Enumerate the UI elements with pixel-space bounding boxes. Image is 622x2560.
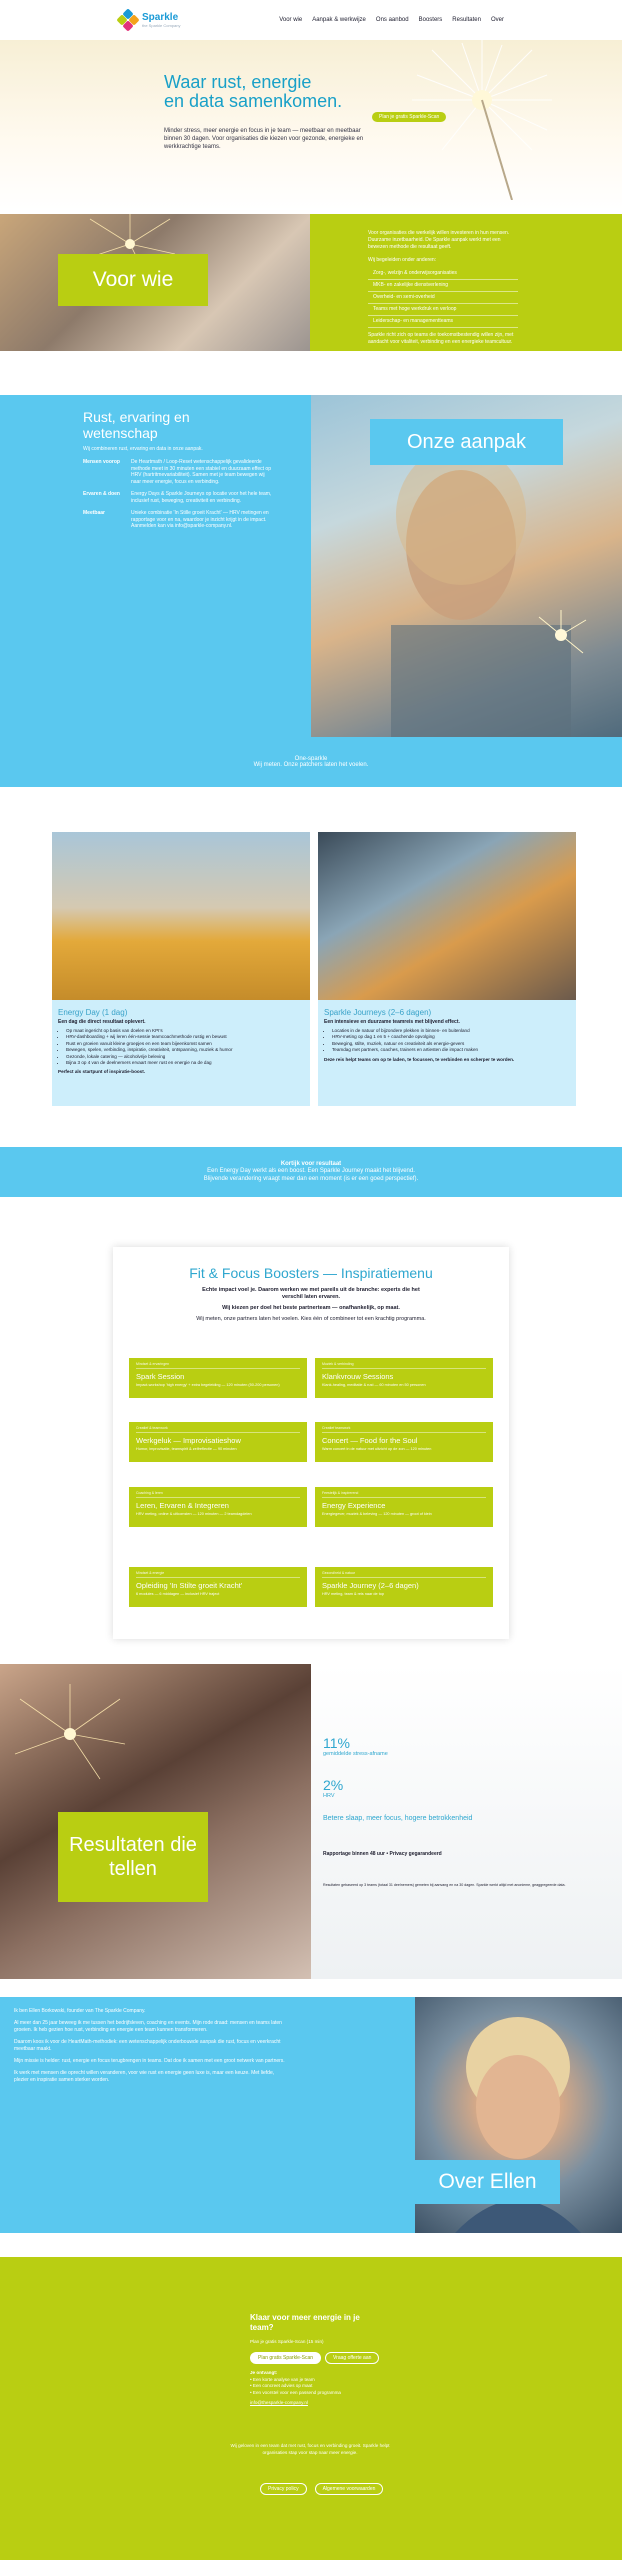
- nav-item-over[interactable]: Over: [490, 17, 504, 23]
- kracht-band: [0, 1147, 622, 1197]
- aanpak-row: Mensen voorop De Heartmath / Loop-Reset wetenschappelijk gevalideerde methode meet in 30 minuten een stabiel en duurzaam effect op HRV (hartritmevariabiliteit). Samen met je team bewegen wij naar meer energie, focus en verbinding.: [83, 459, 271, 485]
- list-item: • HRV-dashboarding + wij leren één-sessie teamcoachmethode rustig en bewust: [66, 1034, 304, 1040]
- list-item: • HRV-meting op dag 1 en 5 + coachende opvolging: [332, 1034, 570, 1040]
- list-item: • Een korte analyse van je team: [250, 2376, 315, 2382]
- menu-item-werkgeluk[interactable]: Creatief & teamwork Werkgeluk — Improvisatieshow Humor, improvisatie, teamspirit & zelfreflectie — 90 minuten: [129, 1422, 307, 1462]
- email-link[interactable]: info@thesparkle-company.nl: [250, 2400, 308, 2405]
- card-title: Energy Day (1 dag): [58, 1008, 128, 1017]
- band-title: Kortijk voor resultaat: [280, 1160, 342, 1167]
- aanpak-rows: [83, 459, 273, 536]
- over-ellen-section: [0, 1997, 622, 2233]
- quote-line: Wij meten. Onze patchers laten het voelen.: [253, 762, 369, 768]
- disclaimer-text: Resultaten gebaseerd op 3 teams (totaal 31 deelnemers) gemeten bij aanvang en na 30 dagen. Sparkle werkt altijd met anonieme, geaggregeerde data.: [323, 1883, 566, 1887]
- aanpak-row: Ervaren & doen Energy Days & Sparkle Journeys op locatie voor het hele team, inclusief rust, beweging, creativiteit en verbinding.: [83, 491, 272, 504]
- nav-item-aanpak[interactable]: Aanpak & werkwijze: [312, 17, 366, 23]
- menu-item-leren[interactable]: Coaching & leren Leren, Ervaren & Integreren HRV meting, online & uitkomsten — 120 minuten — 2 teamdagdelen: [129, 1487, 307, 1527]
- menu-item-opleiding[interactable]: Mindset & energie Opleiding 'In Stilte groeit Kracht' 6 modules — 6 middagen — inclusief HRV traject: [129, 1567, 307, 1607]
- sparkle-logo-icon: [118, 10, 138, 30]
- aanpak-subtitle: Wij combineren rust, ervaring en data in onze aanpak.: [83, 446, 203, 452]
- hero-section: [0, 40, 622, 210]
- voor-wie-list: [368, 268, 518, 328]
- plan-scan-button[interactable]: Plan gratis Sparkle-Scan: [250, 2352, 321, 2365]
- stat-block: [323, 1777, 343, 1799]
- footer-text: Je ontvangt:: [250, 2370, 278, 2375]
- card-subtitle: Een intensieve en duurzame teamreis met blijvend effect.: [324, 1019, 460, 1025]
- menu-item-sparkle-journey[interactable]: Gezondheid & natuur Sparkle Journey (2–6 dagen) HRV meting, team & reis naar de top: [315, 1567, 493, 1607]
- nav-item-resultaten[interactable]: Resultaten: [452, 17, 481, 23]
- footer-title: Klaar voor meer energie in je team?: [250, 2313, 360, 2332]
- aanpak-title: Rust, ervaring en wetenschap: [83, 409, 190, 441]
- card-footer: Perfect als startpunt of inspiratie-boost.: [58, 1069, 146, 1075]
- list-item: Overheid- en semi-overheid: [368, 292, 518, 304]
- main-nav: [279, 17, 504, 23]
- aanpak-panel: [0, 395, 311, 739]
- quote-line: One-sparkle: [294, 756, 328, 762]
- list-item: • Beweging, stilte, muziek, natuur en creativiteit als energie-gevers: [332, 1041, 570, 1047]
- footer-links: [260, 2483, 383, 2495]
- stat-label: gemiddelde stress-afname: [323, 1751, 388, 1757]
- hero-cta-button[interactable]: Plan je gratis Sparkle-Scan: [372, 112, 446, 122]
- report-text: Rapportage binnen 48 uur • Privacy gegarandeerd: [323, 1851, 442, 1857]
- list-item: • Bijna 3 op 4 van de deelnemers ervaart meer rust en energie na de dag: [66, 1060, 304, 1066]
- footer-tagline: Wij geloven in een team dat met rust, focus en verbinding groeit. Sparkle helpt organisaties stap voor stap naar meer energie.: [230, 2443, 390, 2455]
- band-text: Blijvende verandering vraagt meer dan een moment (is er een goed perspectief).: [203, 1175, 419, 1182]
- list-item: • Gezonde, lokale catering — alcoholvrije beleving: [66, 1054, 304, 1060]
- list-item: Zorg-, welzijn & onderwijsorganisaties: [368, 268, 518, 280]
- voorwaarden-link[interactable]: Algemene voorwaarden: [315, 2483, 384, 2495]
- voor-wie-text: Voor organisaties die werkelijk willen investeren in hun mensen. Duurzame inzetbaarheid. De Sparkle aanpak werkt met een bewezen methode die resultaat geeft. Wij begeleiden onder anderen: Zorg-, welzijn & onderwijsorganisaties MKB- en zakelijke dienstverlening Overheid- en semi-overheid Teams met hoge werkdruk en verloop Leiderschap- en managementteams Sparkle richt zich op teams die toekomstbestendig willen zijn, met aandacht voor vitaliteit, verbinding en een energieke teamcultuur.: [368, 230, 518, 346]
- resultaten-section: [0, 1664, 622, 1979]
- footer-cta: [0, 2257, 622, 2560]
- offerte-button[interactable]: Vraag offerte aan: [325, 2352, 379, 2365]
- nav-item-voor-wie[interactable]: Voor wie: [279, 17, 303, 23]
- privacy-link[interactable]: Privacy policy: [260, 2483, 307, 2495]
- energy-day-card[interactable]: [52, 832, 310, 1106]
- energy-day-photo: [52, 832, 310, 1000]
- voor-wie-section: [0, 214, 622, 351]
- list-item: • Locaties in de natuur of bijzondere plekken in binnen- en buitenland: [332, 1028, 570, 1034]
- band-text: Een Energy Day werkt als een boost. Een Sparkle Journey maakt het blijvend.: [207, 1168, 415, 1175]
- menu-item-spark-session[interactable]: Mindset & ervaringen Spark Session Impact-workshop 'high energy' + extra begeleiding — 120 minuten (50-200 personen): [129, 1358, 307, 1398]
- list-item: Leiderschap- en managementteams: [368, 316, 518, 328]
- stat-value: 2%: [323, 1777, 344, 1793]
- stat-block: [323, 1735, 388, 1757]
- list-item: • Op maat ingericht op basis van doelen en KPI's: [66, 1028, 304, 1034]
- boosters-menu: [113, 1247, 509, 1639]
- over-ellen-label: Over Ellen: [415, 2160, 560, 2204]
- list-item: • Een voorstel voor een passend programma: [250, 2389, 341, 2395]
- aanpak-section: [0, 395, 622, 739]
- sparkle-journeys-card[interactable]: [318, 832, 576, 1106]
- list-item: Teams met hoge werkdruk en verloop: [368, 304, 518, 316]
- site-header: [0, 0, 622, 40]
- hero-title: Waar rust, energie en data samenkomen.: [164, 72, 343, 111]
- stat-value: 11%: [323, 1735, 350, 1751]
- hero-text: Minder stress, meer energie en focus in je team — meetbaar en meetbaar binnen 30 dagen. Voor organisaties die kiezen voor gezonde, energieke en werkkrachtige teams.: [164, 128, 364, 150]
- card-title: Sparkle Journeys (2–6 dagen): [324, 1008, 432, 1017]
- menu-intro: Wij meten, onze partners laten het voelen. Kies één of combineer tot een krachtig programma.: [196, 1316, 426, 1322]
- footer-text: Plan je gratis Sparkle-Scan (15 min): [250, 2339, 324, 2344]
- card-list: [318, 1028, 576, 1054]
- menu-title: Fit & Focus Boosters — Inspiratiemenu: [189, 1265, 433, 1281]
- onze-aanpak-label: Onze aanpak: [370, 419, 563, 465]
- sparkle-journeys-photo: [318, 832, 576, 1000]
- menu-intro: Echte impact voel je. Daarom werken we met pareils uit de branche: experts die het verschil laten ervaren.: [202, 1287, 420, 1300]
- nav-item-aanbod[interactable]: Ons aanbod: [375, 17, 409, 23]
- menu-item-klankvrouw[interactable]: Muziek & verbinding Klankvrouw Sessions Klank-healing, meditatie & rust — 60 minuten en 50 personen: [315, 1358, 493, 1398]
- logo-tagline: the Sparkle Company: [142, 22, 181, 28]
- voor-wie-label: Voor wie: [58, 254, 208, 306]
- stat-label: HRV: [323, 1793, 335, 1799]
- menu-item-energy-experience[interactable]: Feestelijk & inspirerend Energy Experience Energiegever, muziek & beleving — 120 minuten — groot of klein: [315, 1487, 493, 1527]
- list-item: • Een concreet advies op maat: [250, 2383, 313, 2388]
- logo[interactable]: [118, 10, 180, 30]
- footer-contact: [250, 2313, 380, 2407]
- resultaten-label: Resultaten die tellen: [58, 1812, 208, 1902]
- list-item: MKB- en zakelijke dienstverlening: [368, 280, 518, 292]
- logo-name: Sparkle: [142, 11, 179, 23]
- menu-item-concert[interactable]: Creatief teamwork Concert — Food for the Soul Warm concert in de natuur met uitzicht op de zon — 120 minuten: [315, 1422, 493, 1462]
- quote-band: [0, 737, 622, 787]
- card-subtitle: Een dag die direct resultaat oplevert.: [58, 1019, 146, 1025]
- menu-intro: Wij kiezen per doel het beste partnerteam — onafhankelijk, op maat.: [222, 1305, 400, 1311]
- card-footer: Deze reis helpt teams om op te laden, te focussen, te verbinden en scherper te worden.: [324, 1056, 515, 1062]
- card-list: [52, 1028, 310, 1066]
- list-item: • Rust en groeien vanuit kleine groepjes en een team bijeenkomst samen: [66, 1041, 304, 1047]
- benefit-text: Betere slaap, meer focus, hogere betrokkenheid: [323, 1815, 473, 1822]
- aanpak-row: Meetbaar Unieke combinatie 'In Stille groeit Kracht' — HRV metingen en rapportage voor en na, waardoor je inzicht krijgt in de impact. Aanmelden kan via info@sparkle-company.nl.: [83, 510, 269, 529]
- resultaten-panel: [311, 1664, 622, 1979]
- ellen-bio: Ik ben Ellen Borkowski, founder van The Sparkle Company. Al meer dan 25 jaar beweeg ik me tussen het bedrijfsleven, coaching en events. Mijn rode draad: mensen en teams laten groeien. Ik heb gezien hoe rust, verbinding en energie een team kunnen transformeren. Daarom koos ik voor de HeartMath-methodiek: een wetenschappelijk onderbouwde aanpak die rust, focus en veerkracht meetbaar maakt. Mijn missie is helder: rust, energie en focus terugbrengen in teams. Dat doe ik samen met een groot netwerk van partners. Ik werk met mensen die oprecht willen veranderen, voor wie rust en energie geen luxe is, maar een keuze. Met liefde, plezier en inspiratie samen sterker worden.: [14, 2008, 285, 2083]
- list-item: • Bewegen, spelen, verbinding, inspiratie, creativiteit, ontspanning, muziek & humor: [66, 1047, 304, 1053]
- nav-item-boosters[interactable]: Boosters: [418, 17, 443, 23]
- list-item: • Teamdag met partners, coaches, trainers en artiesten die impact maken: [332, 1047, 570, 1053]
